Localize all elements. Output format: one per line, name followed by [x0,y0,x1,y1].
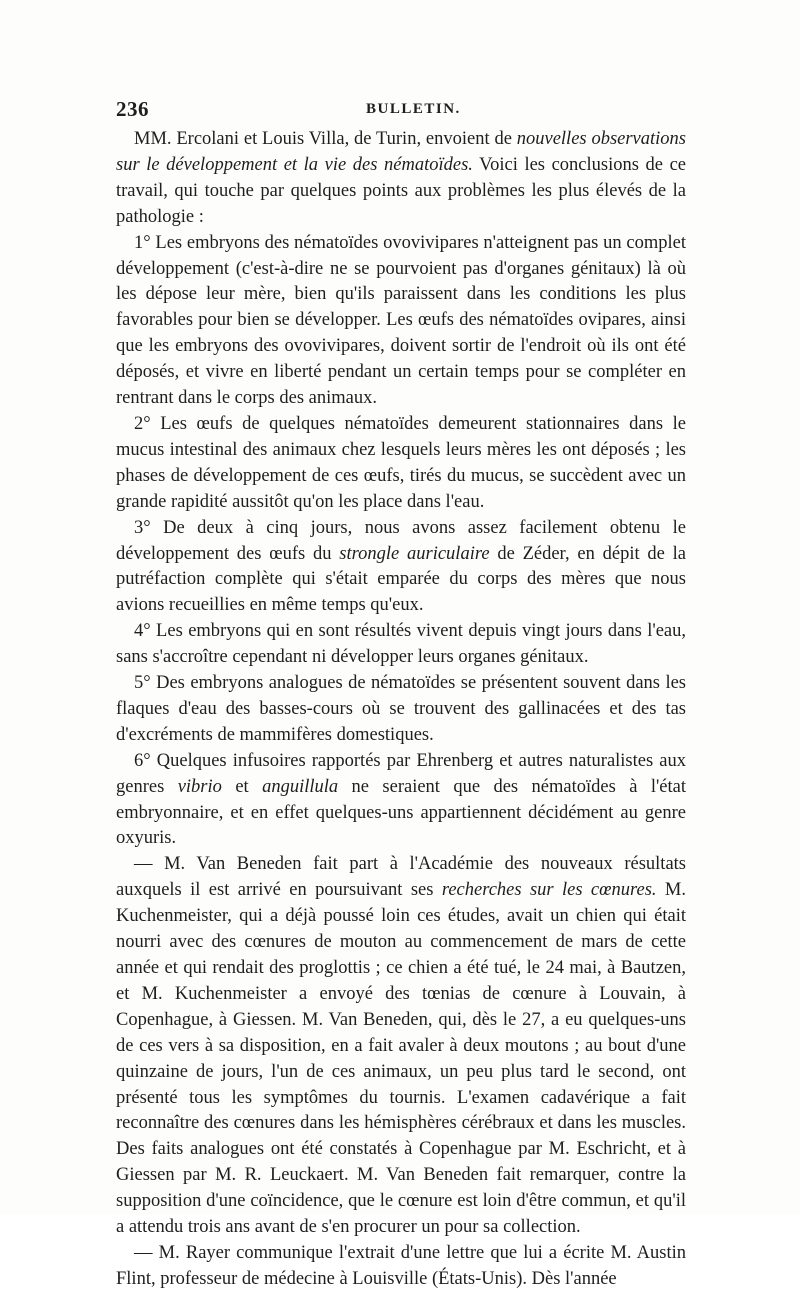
text-run: — M. Van Beneden fait part à l'Académie des nouveaux résultats auxquels il est arrivé en poursuivant ses [116,854,686,901]
paragraph-van-beneden [116,852,686,1241]
text-run: 3° De deux à cinq jours, nous avons assez facilement obtenu le développement des œufs du [116,517,686,564]
text-run: de Zéder, en dépit de la putréfaction complète qui s'était emparée du corps des mères que nous avions recueillies en même temps qu'eux. [116,543,686,616]
body-text [116,127,686,1293]
italic-text: strongle auriculaire [339,543,490,564]
italic-text: recherches sur les cœnures. [441,880,657,901]
italic-text: vibrio [177,776,222,797]
text-run: 5° Des embryons analogues de nématoïdes se présentent souvent dans les flaques d'eau des basses-cours où se trouvent des gallinacées et des tas d'excréments de mammifères domestiques. [116,673,686,745]
paragraph-conclusion-1 [116,231,686,412]
text-run: Voici les conclusions de ce travail, qui touche par quelques points aux problèmes les plus élevés de la pathologie : [116,154,687,227]
text-run: MM. Ercolani et Louis Villa, de Turin, envoient de [134,129,517,149]
running-head: BULLETIN. [366,101,461,117]
text-run: 6° Quelques infusoires rapportés par Ehrenberg et autres naturalistes aux genres [116,750,686,797]
italic-text: anguillula [262,776,339,797]
paragraph-rayer [116,1241,686,1293]
paragraph-conclusion-6 [116,749,686,853]
italic-text: nouvelles observations sur le développement et la vie des nématoïdes. [116,129,686,175]
page-number: 236 [116,97,149,121]
text-run: 1° Les embryons des nématoïdes ovovivipares n'atteignent pas un complet développement (c'est-à-dire ne se pourvoient pas d'organes génitaux) là où les dépose leur mère, bien qu'ils paraissent dans les conditions les plus favorables pour bien se développer. Les œufs des nématoïdes ovipares, ainsi que les embryons des ovovivipares, doivent sortir de l'endroit où ils ont été déposés, et vivre en liberté pendant un certain temps pour se compléter en rentrant dans le corps des animaux. [116,232,686,409]
page-header [116,97,686,123]
text-run: 4° Les embryons qui en sont résultés vivent depuis vingt jours dans l'eau, sans s'accroître cependant ni développer leurs organes génitaux. [116,621,686,668]
text-run: ne seraient que des nématoïdes à l'état embryonnaire, et en effet quelques-uns appartiennent décidément au genre oxyuris. [116,776,686,849]
text-run: 2° Les œufs de quelques nématoïdes demeurent stationnaires dans le mucus intestinal des animaux chez lesquels leurs mères les ont déposés ; les phases de développement de ces œufs, tirés du mucus, se succèdent avec un grande rapidité aussitôt qu'on les place dans l'eau. [116,413,686,512]
paragraph-conclusion-5 [116,671,686,749]
paragraph-conclusion-3 [116,516,686,620]
paragraph-conclusion-4 [116,619,686,671]
text-run: et [221,776,263,797]
paragraph-conclusion-2 [116,412,686,516]
text-run: — M. Rayer communique l'extrait d'une lettre que lui a écrite M. Austin Flint, professeur de médecine à Louisville (États-Unis). Dès l'année [116,1242,686,1289]
text-run: M. Kuchenmeister, qui a déjà poussé loin ces études, avait un chien qui était nourri avec des cœnures de mouton au commencement de mars de cette année et qui rendait des proglottis ; ce chien a été tué, le 24 mai, à Bautzen, et M. Kuchenmeister a envoyé des tœnias de cœnure à Louvain, à Copenhague, à Giessen. M. Van Beneden, qui, dès le 27, a eu quelques-uns de ces vers à sa disposition, en a fait avaler à deux moutons ; au bout d'une quinzaine de jours, l'un de ces animaux, un peu plus tard le second, ont présenté tous les symptômes du tournis. L'examen cadavérique a fait reconnaître des cœnures dans les hémisphères cérébraux et dans les muscles. Des faits analogues ont été constatés à Copenhague par M. Eschricht, et à Giessen par M. R. Leuckaert. M. Van Beneden fait remarquer, contre la supposition d'une coïncidence, que le cœnure est loin d'être commun, et qu'il a attendu trois ans avant de s'en procurer un pour sa collection. [116,880,686,1238]
paragraph-intro [116,127,686,231]
